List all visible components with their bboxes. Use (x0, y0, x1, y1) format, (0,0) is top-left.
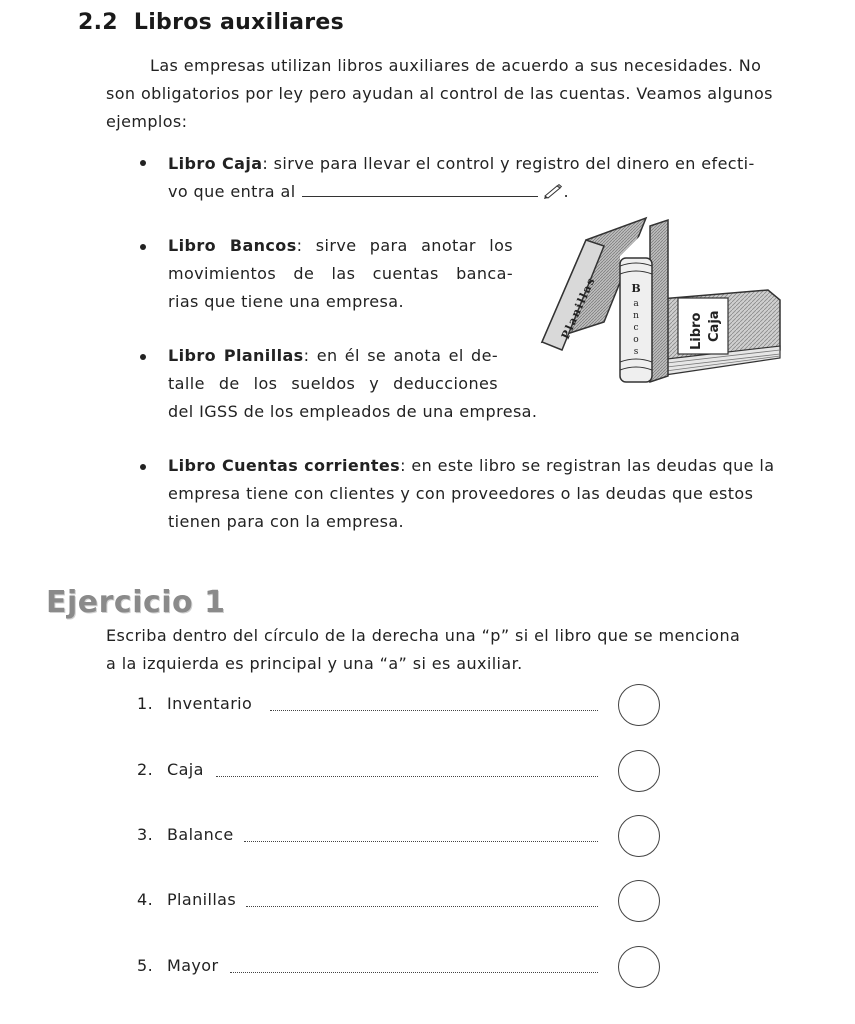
bullet-libro-caja: Libro Caja: sirve para llevar el control y registro del dinero en efecti- vo que entra al . (168, 154, 755, 201)
book-libro-caja-label-1: Libro (689, 312, 704, 350)
bullet-marker (140, 244, 146, 250)
dotted-leader (270, 710, 598, 711)
books-illustration (528, 210, 798, 390)
exercise-item: 3. Balance (137, 825, 234, 844)
bullet-term: Libro Bancos (168, 236, 297, 255)
dotted-leader (244, 841, 598, 842)
answer-circle[interactable] (618, 750, 660, 792)
svg-text:o: o (633, 335, 639, 345)
answer-circle[interactable] (618, 684, 660, 726)
book-bancos-spine-first: B (631, 282, 641, 295)
exercise-item: 1. Inventario (137, 694, 253, 713)
dotted-leader (216, 776, 598, 777)
svg-text:a: a (633, 299, 639, 309)
bullet-term: Libro Planillas (168, 346, 304, 365)
exercise-item: 5. Mayor (137, 956, 219, 975)
answer-circle[interactable] (618, 880, 660, 922)
section-heading (78, 10, 344, 35)
bullet-marker (140, 160, 146, 166)
bullet-libro-bancos: Libro Bancos: sirve para anotar los movimientos de las cuentas banca- rias que tiene una empresa. (168, 236, 513, 311)
dotted-leader (246, 906, 598, 907)
book-libro-caja-label-2: Caja (707, 310, 722, 342)
svg-text:s: s (633, 347, 639, 357)
dotted-leader (230, 972, 598, 973)
book-planillas-spine: Planillas (558, 274, 598, 342)
svg-text:c: c (633, 323, 639, 333)
bullet-marker (140, 354, 146, 360)
exercise-title: Ejercicio 1 (46, 585, 226, 620)
svg-text:n: n (633, 311, 639, 321)
exercise-item: 2. Caja (137, 760, 204, 779)
answer-circle[interactable] (618, 815, 660, 857)
answer-circle[interactable] (618, 946, 660, 988)
bullet-libro-cuentas-corrientes: Libro Cuentas corrientes: en este libro se registran las deudas que la empresa tiene con clientes y con proveedores o las deudas que estos tienen para con la empresa. (168, 456, 775, 531)
bullet-libro-planillas: Libro Planillas: en él se anota el de- talle de los sueldos y deducciones del IGSS de los empleados de una empresa. (168, 346, 538, 421)
pencil-icon (542, 183, 564, 199)
exercise-item: 4. Planillas (137, 890, 237, 909)
bullet-term: Libro Caja (168, 154, 263, 173)
bullet-marker (140, 464, 146, 470)
answer-blank-line[interactable] (302, 182, 538, 197)
section-number: 2.2 (78, 10, 118, 35)
bullet-term: Libro Cuentas corrientes (168, 456, 401, 475)
intro-paragraph: Las empresas utilizan libros auxiliares de acuerdo a sus necesidades. No son obligatorios por ley pero ayudan al control de las cuentas. Veamos algunos ejemplos: (106, 56, 773, 131)
section-title: Libros auxiliares (133, 10, 345, 35)
exercise-instruction: Escriba dentro del círculo de la derecha una “p” si el libro que se menciona a la izquierda es principal y una “a” si es auxiliar. (106, 626, 741, 673)
